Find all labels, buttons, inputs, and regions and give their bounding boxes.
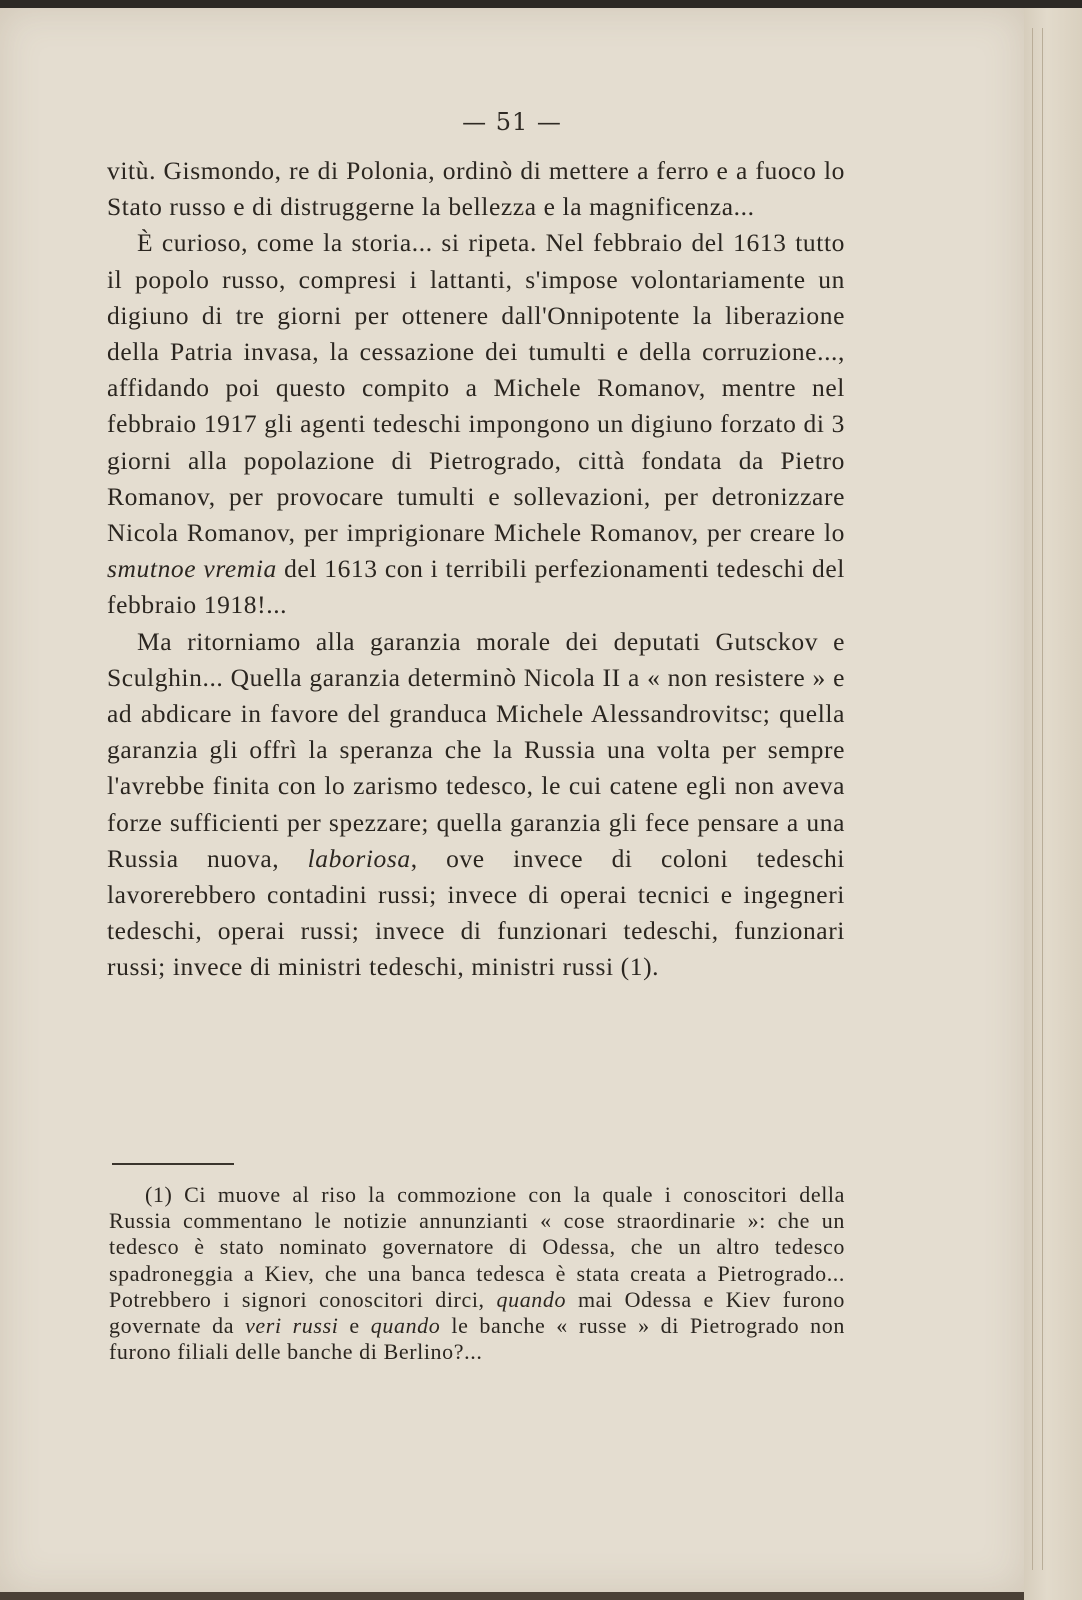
footnote-italic-3: quando — [370, 1313, 441, 1339]
paragraph-2-italic: smutnoe vremia — [107, 554, 277, 584]
paragraph-2-part-2: del 1613 con i terribili perfezionamenti tedeschi del febbraio 1918!... — [107, 554, 845, 620]
footnote-italic-2: veri russi — [245, 1313, 339, 1339]
scan-top-border — [0, 0, 1082, 8]
paragraph-3 — [107, 624, 845, 986]
page-edge — [1024, 8, 1082, 1600]
paragraph-3-part-2: , ove invece di coloni tedeschi lavorerebbero contadini russi; invece di operai tecnici e ingegneri tedeschi, operai russi; invece di funzionari tedeschi, funzionari russi; invece di ministri tedeschi, ministri russi (1). — [107, 843, 845, 982]
paragraph-3-italic: laboriosa — [307, 843, 411, 873]
footnote — [109, 1182, 845, 1365]
footnote-part-1: (1) Ci muove al riso la commozione con la quale i conoscitori della Russia commentano le notizie annunzianti « cose straordinarie »: che un tedesco è stato nominato governatore di Odessa, che un altro tedesco spadroneggia a Kiev, che una banca tedesca è stata creata a Pietrogrado... Potrebbero i signori conoscitori dirci, — [109, 1182, 845, 1312]
footnote-part-4: le banche « russe » di Pietrogrado non furono filiali delle banche di Berlino?... — [109, 1313, 845, 1365]
footnote-part-2: mai Odessa e Kiev furono governate da — [109, 1286, 845, 1339]
paragraph-3-part-1: Ma ritorniamo alla garanzia morale dei deputati Gutsckov e Sculghin... Quella garanzia determinò Nicola II a « non resistere » e ad abdicare in favore del granduca Michele Alessandrovitsc; quella garanzia gli offrì la speranza che la Russia una volta per sempre l'avrebbe finita con lo zarismo tedesco, le cui catene egli non aveva forze sufficienti per spezzare; quella garanzia gli fece pensare a una Russia nuova, — [107, 626, 845, 873]
book-page — [0, 8, 1024, 1592]
page-number: — 51 — — [462, 108, 562, 136]
main-text — [107, 153, 845, 986]
paragraph-1: vitù. Gismondo, re di Polonia, ordinò di mettere a ferro e a fuoco lo Stato russo e di distruggerne la bellezza e la magnificenza... — [107, 156, 845, 222]
footnote-italic-1: quando — [496, 1286, 567, 1312]
paragraph-2 — [107, 225, 845, 623]
page-edge-line — [1042, 28, 1043, 1570]
paragraph-2-part-1: È curioso, come la storia... si ripeta. Nel febbraio del 1613 tutto il popolo russo, compresi i lattanti, s'impose volontariamente un digiuno di tre giorni per ottenere dall'Onnipotente la liberazione della Patria invasa, la cessazione dei tumulti e della corruzione..., affidando poi questo compito a Michele Romanov, mentre nel febbraio 1917 gli agenti tedeschi impongono un digiuno forzato di 3 giorni alla popolazione di Pietrogrado, città fondata da Pietro Romanov, per provocare tumulti e sollevazioni, per detronizzare Nicola Romanov, per imprigionare Michele Romanov, per creare lo — [107, 228, 845, 548]
page-edge-line — [1032, 28, 1033, 1570]
footnote-text — [109, 1182, 845, 1365]
footnote-part-3: e — [338, 1313, 371, 1339]
footnote-rule — [112, 1163, 234, 1165]
